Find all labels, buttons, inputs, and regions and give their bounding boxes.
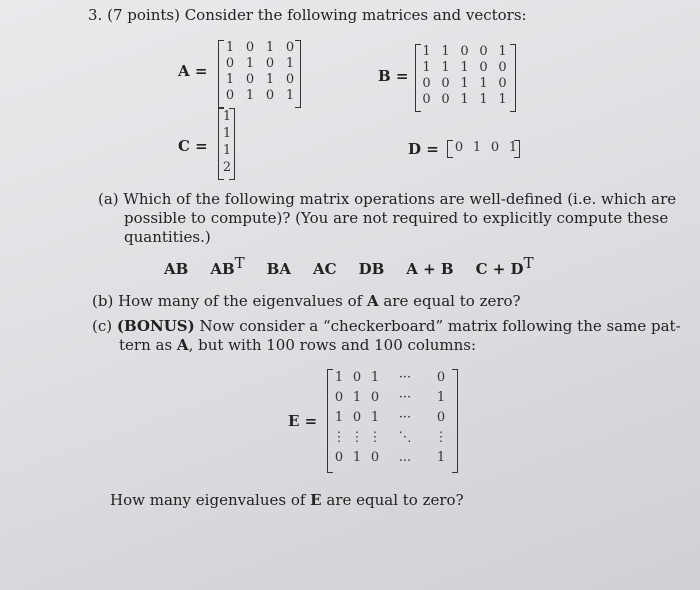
matrix-d-cell: 1 [472,140,482,155]
problem-header [88,6,527,24]
matrix-b-cell: 0 [441,76,450,91]
matrix-b-cell: 1 [479,92,488,107]
matrix-a-cell: 0 [265,88,275,103]
matrix-b-cell: 1 [422,60,431,75]
matrix-a-cell: 1 [285,56,295,71]
matrix-e-cell: 0 [352,410,362,425]
matrix-a [220,40,300,104]
matrix-b-cell: 0 [441,92,450,107]
question-e-suffix: are equal to zero? [321,491,464,509]
matrix-e-cell: ⋮ [350,430,364,445]
matrix-e-cell: ··· [398,410,412,425]
matrix-operation-text: AB [210,260,235,278]
matrix-b-cell: 0 [479,44,488,59]
matrix-operation-text: DB [358,260,385,278]
matrix-e-cell: ··· [398,370,412,385]
matrix-b-cell: 1 [422,44,431,59]
matrix-a-cell: 0 [245,72,255,87]
matrix-b-right-bracket [510,44,516,112]
matrix-c-cell: 2 [222,160,232,175]
matrix-operation [406,260,453,278]
matrix-operation-text: AC [313,260,337,278]
matrix-a-cell: 0 [285,72,295,87]
matrix-operation-text: BA [266,260,291,278]
part-a-line1: (a) Which of the following matrix operations are well-defined (i.e. which are [98,190,677,208]
matrix-operations-list [164,254,556,278]
problem-number: 3. [88,6,103,24]
matrix-a-cell: 0 [285,40,295,55]
matrix-b-cell: 0 [498,60,507,75]
matrix-a-cell: 0 [225,88,235,103]
part-a-line3: quantities.) [124,228,211,246]
matrix-a-cell: 1 [265,40,275,55]
matrix-b [417,44,512,108]
matrix-e-cell: 1 [436,390,446,405]
matrix-e-cell: 1 [352,450,362,465]
matrix-operation [164,260,188,278]
matrix-b-cell: 1 [498,44,507,59]
matrix-a-cell: 0 [265,56,275,71]
part-b-suffix: are equal to zero? [378,292,521,310]
part-b-matrix: A [366,292,379,310]
matrix-d-right-bracket [514,140,520,158]
matrix-e-cell: 0 [370,390,380,405]
matrix-c-cell: 1 [222,109,232,124]
matrix-a-label: A = [178,62,208,80]
matrix-a-cell: 1 [225,40,235,55]
matrix-b-cell: 0 [460,44,469,59]
matrix-b-cell: 1 [498,92,507,107]
matrix-e-cell: 1 [370,370,380,385]
matrix-operation-superscript: T [523,254,534,272]
matrix-a-cell: 1 [285,88,295,103]
matrix-e-cell: 0 [334,390,344,405]
problem-intro: (7 points) Consider the following matrices and vectors: [107,6,527,24]
matrix-b-cell: 0 [422,76,431,91]
matrix-e-cell: ··· [398,390,412,405]
part-c-line2-matrix: A [176,336,189,354]
part-c-prefix: (c) [92,317,117,335]
matrix-a-cell: 1 [245,88,255,103]
matrix-c-label: C = [178,137,208,155]
matrix-b-cell: 0 [422,92,431,107]
part-c-line2-rest: , but with 100 rows and 100 columns: [188,336,477,354]
matrix-b-cell: 0 [479,60,488,75]
matrix-e-cell: 1 [352,390,362,405]
matrix-operation [210,254,245,278]
matrix-a-cell: 1 [225,72,235,87]
matrix-e-right-bracket [452,369,458,473]
matrix-a-right-bracket [295,40,301,108]
matrix-d-cell: 0 [490,140,500,155]
matrix-b-cell: 1 [460,60,469,75]
matrix-e [330,368,456,468]
matrix-e-cell: 1 [334,370,344,385]
matrix-e-cell: ⋮ [368,430,382,445]
matrix-e-cell: ⋮ [434,430,448,445]
matrix-operation [267,260,291,278]
matrix-operation-text: C + D [475,260,524,278]
matrix-b-cell: 1 [441,44,450,59]
matrix-e-cell: 1 [436,450,446,465]
matrix-operation [313,260,337,278]
matrix-e-cell: ⋱ [398,430,412,445]
matrix-operation-text: A + B [406,260,454,278]
matrix-d-cell: 0 [454,140,464,155]
question-e [110,491,464,509]
matrix-e-cell: 0 [370,450,380,465]
part-b-prefix: (b) How many of the eigenvalues of [92,292,367,310]
matrix-e-cell: 0 [436,370,446,385]
matrix-a-cell: 0 [245,40,255,55]
matrix-operation-superscript: T [234,254,245,272]
matrix-e-cell: 0 [352,370,362,385]
matrix-b-cell: 1 [441,60,450,75]
matrix-e-cell: ⋮ [332,430,346,445]
matrix-e-cell: 0 [436,410,446,425]
matrix-c-cell: 1 [222,143,232,158]
matrix-b-label: B = [378,67,409,85]
matrix-b-cell: 1 [460,76,469,91]
part-c-line1-rest: Now consider a “checkerboard” matrix following the same pat- [194,317,681,335]
matrix-b-cell: 1 [460,92,469,107]
matrix-e-label: E = [288,412,318,430]
part-c-line1 [92,317,681,335]
matrix-c-right-bracket [229,108,235,180]
matrix-operation [359,260,385,278]
matrix-e-cell: 0 [334,450,344,465]
matrix-b-cell: 1 [479,76,488,91]
question-e-prefix: How many eigenvalues of [110,491,311,509]
part-c-line2 [119,336,476,354]
matrix-a-cell: 1 [245,56,255,71]
matrix-b-cell: 0 [498,76,507,91]
matrix-d-cell: 1 [508,140,518,155]
part-b [92,292,521,310]
matrix-e-cell: 1 [370,410,380,425]
matrix-operation [475,254,534,278]
matrix-a-cell: 0 [225,56,235,71]
matrix-c-cell: 1 [222,126,232,141]
part-c-bonus: (BONUS) [116,317,195,335]
matrix-d-label: D = [408,140,439,158]
matrix-operation-text: AB [164,260,189,278]
matrix-d [450,139,522,157]
matrix-e-cell: 1 [334,410,344,425]
matrix-a-cell: 1 [265,72,275,87]
part-a-line2: possible to compute)? (You are not required to explicitly compute these [124,209,669,227]
part-c-line2-pre: tern as [119,336,177,354]
matrix-e-cell: ... [398,450,412,465]
question-e-matrix: E [310,491,322,509]
